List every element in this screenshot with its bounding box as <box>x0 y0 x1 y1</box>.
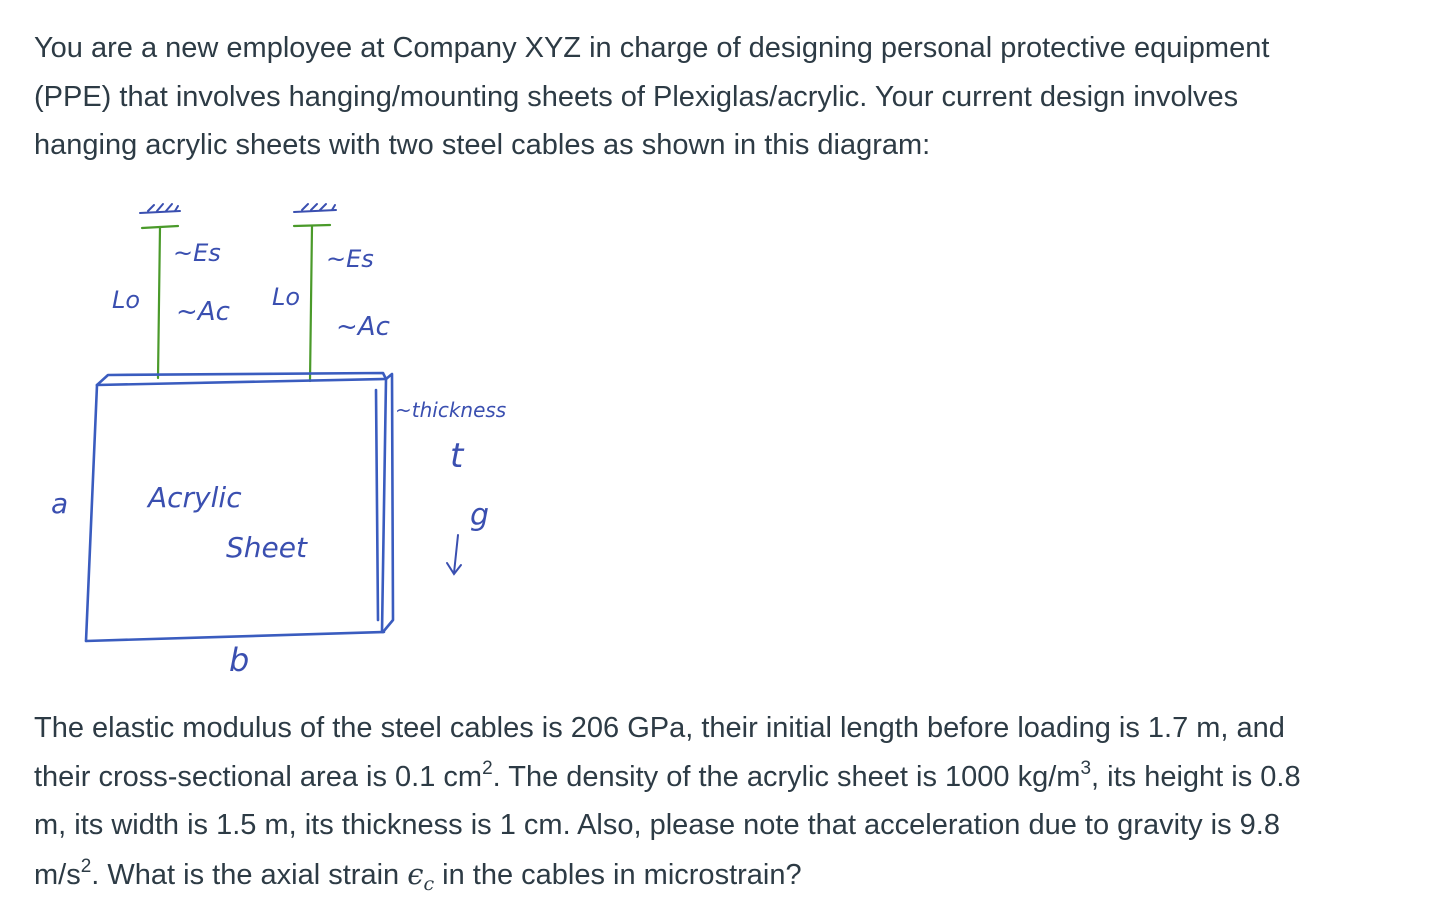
right-ceiling-hatch <box>294 204 336 212</box>
question-text: , its height is 0.8 <box>1091 760 1301 793</box>
width-label-b: b <box>229 641 250 679</box>
intro-paragraph <box>34 24 1424 170</box>
question-line <box>34 753 1424 802</box>
question-text: . What is the axial strain <box>91 858 408 891</box>
intro-line: (PPE) that involves hanging/mounting sheets of Plexiglas/acrylic. Your current design involves <box>34 80 1239 113</box>
question-line: The elastic modulus of the steel cables is 206 GPa, their initial length before loading is 1.7 m, and <box>34 712 1285 744</box>
height-label-a: a <box>51 487 69 520</box>
intro-line: hanging acrylic sheets with two steel cables as shown in this diagram: <box>34 129 931 161</box>
intro-line: You are a new employee at Company XYZ in charge of designing personal protective equipment <box>34 32 1270 64</box>
superscript: 3 <box>1080 757 1092 779</box>
thickness-symbol-t: t <box>450 436 464 476</box>
right-cable-length-label: Lo <box>272 283 301 311</box>
subscript: c <box>423 872 435 895</box>
epsilon-symbol: ϵ <box>407 856 424 891</box>
sheet-label-acrylic: Acrylic <box>148 481 242 514</box>
question-line <box>34 850 1424 900</box>
question-text: . The density of the acrylic sheet is 1000 kg/m <box>492 760 1081 793</box>
thickness-label: ~thickness <box>395 398 507 422</box>
left-cable-ac-label: ~Ac <box>176 297 230 327</box>
gravity-arrow <box>447 535 461 574</box>
right-cable-es-label: ~Es <box>326 245 374 273</box>
gravity-symbol-g: g <box>470 498 490 533</box>
left-ceiling-hatch <box>140 204 180 213</box>
left-cable-length-label: Lo <box>112 286 141 314</box>
superscript: 2 <box>80 855 92 877</box>
question-text: in the cables in microstrain? <box>434 858 802 891</box>
cable-sheet-diagram <box>40 195 580 685</box>
superscript: 2 <box>482 757 493 779</box>
question-text: their cross-sectional area is 0.1 cm <box>34 760 483 793</box>
question-paragraph <box>34 704 1424 899</box>
sheet-label-sheet: Sheet <box>226 531 307 564</box>
question-line: m, its width is 1.5 m, its thickness is 1 cm. Also, please note that acceleration due to gravity is 9.8 <box>34 809 1280 841</box>
question-text: m/s <box>34 858 81 891</box>
right-cable-ac-label: ~Ac <box>336 312 390 342</box>
left-cable-es-label: ~Es <box>173 239 221 267</box>
